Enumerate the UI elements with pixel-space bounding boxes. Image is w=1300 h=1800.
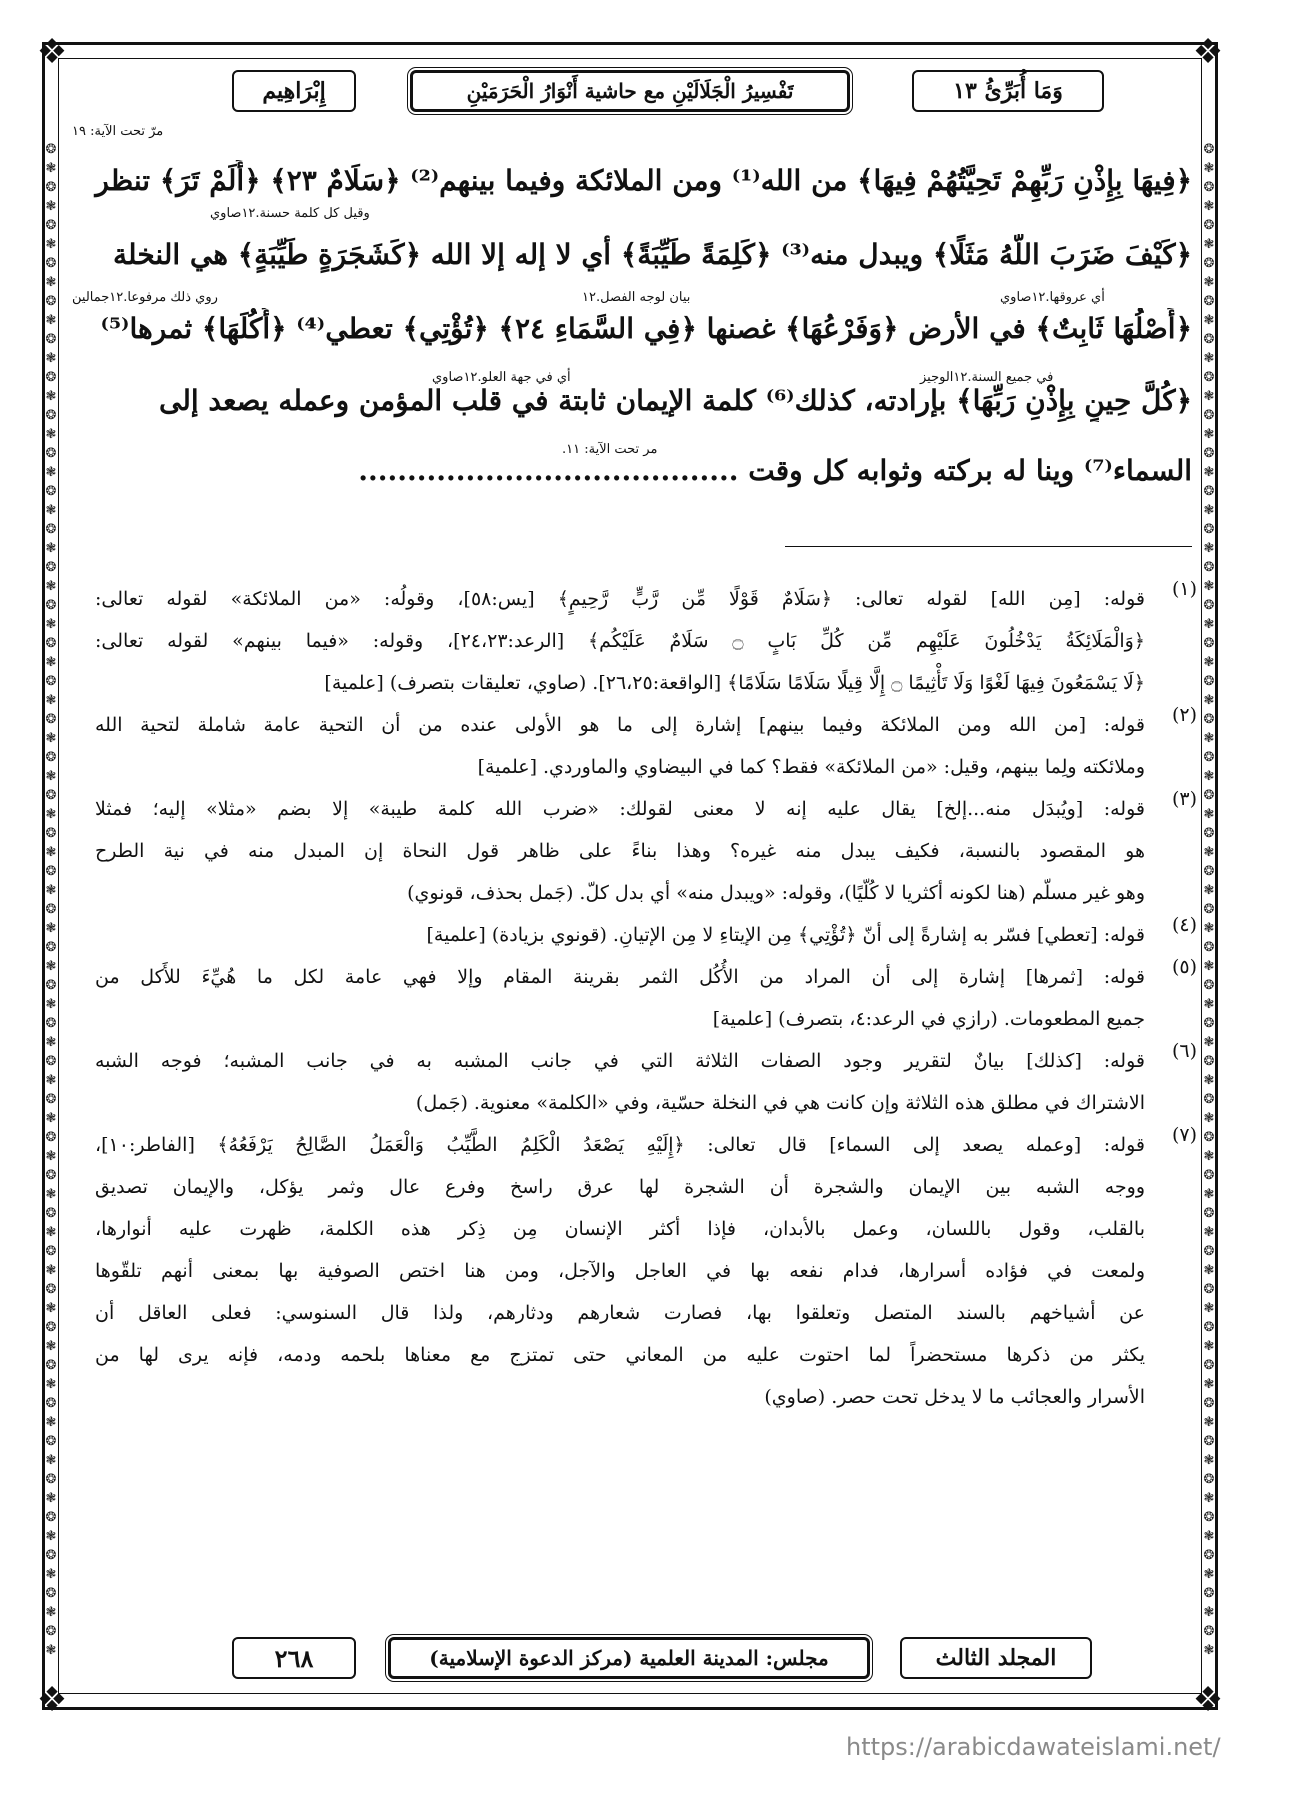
footnote-line: قوله: [وعمله يصعد إلى السماء] قال تعالى: ﴿إِلَيْهِ يَصْعَدُ الْكَلِمُ الطَّيِّبُ وَالْعَمَلُ الصَّالِحُ يَرْفَعُهُ﴾ [الفاطر:١٠]، [95, 1134, 1145, 1156]
footnote-line: الاشتراك في مطلق هذه الثلاثة وإن كانت هي في النخلة حسّية، وفي «الكلمة» معنوية. (جَمل) [415, 1092, 1145, 1114]
corner-ornament-icon: ❖ [36, 32, 68, 72]
margin-note: أي عروقها.١٢صاوي [1000, 290, 1105, 305]
watermark-url[interactable]: https://arabicdawateislami.net/ [846, 1733, 1221, 1761]
footnote-5 [95, 956, 1197, 998]
main-line: ﴿فِيهَا بِإِذْنِ رَبِّهِمْ تَحِيَّتُهُمْ فِيهَا﴾ من الله⁽¹⁾ ومن الملائكة وفيما بينهم⁽²⁾ ﴿سَلَامٌ ٢٣﴾ ﴿أَلَمْ تَرَ﴾ تنظر [95, 164, 1192, 197]
footer-page-number: ٢٦٨ [232, 1637, 356, 1679]
footnote-continuation [95, 662, 1197, 704]
footnote-continuation [95, 1376, 1197, 1418]
footnote-line: قوله: [من الله ومن الملائكة وفيما بينهم] إشارة إلى ما هو الأولى عنده من أن التحية عامة شاملة لتحية الله [95, 714, 1145, 736]
footnote-line: قوله: [ثمرها] إشارة إلى أن المراد من الأُكُل الثمر بقرينة المقام وإلا فهي عامة لكل ما هُيِّءَ للأَكل من [95, 966, 1145, 988]
margin-note: وقيل كل كلمة حسنة.١٢صاوي [210, 206, 370, 221]
margin-note: روي ذلك مرفوعا.١٢جمالين [72, 290, 218, 305]
footnote-continuation [95, 1208, 1197, 1250]
footnote-1 [95, 578, 1197, 620]
margin-note: في جميع السنة.١٢الوجيز [920, 370, 1054, 385]
footnote-6 [95, 1040, 1197, 1082]
header-section-title: وَمَا أُبَرِّئُ ١٣ [912, 70, 1104, 112]
footnote-continuation [95, 620, 1197, 662]
footnote-7 [95, 1124, 1197, 1166]
margin-note: أي في جهة العلو.١٢صاوي [432, 370, 571, 385]
margin-note: مرّ تحت الآية: ١٩ [72, 124, 164, 139]
header-surah-name: إِبْرَاهِيم [232, 70, 356, 112]
footnote-line: ﴿لَا يَسْمَعُونَ فِيهَا لَغْوًا وَلَا تَأْثِيمًا ۝ إِلَّا قِيلًا سَلَامًا سَلَامًا﴾ [الواقعة:٢٦،٢٥]. (صاوي، تعليقات بتصرف) [علمية] [324, 672, 1145, 694]
footnote-number: (٣) [1171, 788, 1197, 810]
footnote-line: هو المقصود بالنسبة، فكيف يبدل منه غيره؟ وهذا بناءً على ظاهر قول النحاة إن المبدل منه في نية الطرح [95, 840, 1145, 862]
footnotes-section [95, 578, 1197, 1418]
footnote-continuation [95, 830, 1197, 872]
footnote-line: بالقلب، وقول باللسان، وعمل بالأبدان، فإذا أكثر الإنسان مِن ذِكر هذه الكلمة، ظهرت عليه أنوارها، [95, 1218, 1145, 1240]
footnote-continuation [95, 746, 1197, 788]
corner-ornament-icon: ❖ [36, 1680, 68, 1720]
footnote-number: (٢) [1171, 704, 1197, 726]
footnote-continuation [95, 1292, 1197, 1334]
footnote-line: قوله: [ويُبدَل منه...إلخ] يقال عليه إنه لا معنى لقولك: «ضرب الله كلمة طيبة» إلا بضم «مثلا» إليه؛ فمثلا [95, 798, 1145, 820]
main-line: ﴿كُلَّ حِينٍ بِإِذْنِ رَبِّهَا﴾ بإرادته، كذلك⁽⁶⁾ كلمة الإيمان ثابتة في قلب المؤمن وعمله يصعد إلى [158, 384, 1192, 417]
header-book-title: تَفْسِيرُ الْجَلَالَيْنِ مع حاشية أَنْوَارُ الْحَرَمَيْنِ [410, 70, 850, 112]
footnote-line: قوله: [مِن الله] لقوله تعالى: ﴿سَلَامٌ قَوْلًا مِّن رَّبٍّ رَّحِيمٍ﴾ [يس:٥٨]، وقولُه: «من الملائكة» لقوله تعالى: [95, 588, 1145, 610]
footnote-number: (٤) [1171, 914, 1197, 936]
footnote-continuation [95, 872, 1197, 914]
footnote-divider [785, 546, 1192, 547]
margin-note: بيان لوجه الفصل.١٢ [582, 290, 691, 305]
margin-note: مر تحت الآية: ١١. [562, 442, 658, 457]
footnote-line: جميع المطعومات. (رازي في الرعد:٤، بتصرف) [علمية] [712, 1008, 1145, 1030]
side-ornament-icon: ❂ ❃ ❂ ❃ ❂ ❃ ❂ ❃ ❂ ❃ ❂ ❃ ❂ ❃ ❂ ❃ ❂ ❃ ❂ ❃ ❂ ❃ ❂ ❃ ❂ ❃ ❂ ❃ ❂ ❃ ❂ ❃ ❂ ❃ ❂ ❃ ❂ ❃ ❂ ❃ ❂ ❃ ❂ ❃ ❂ ❃ ❂ ❃ ❂ ❃ ❂ ❃ ❂ ❃ ❂ ❃ ❂ ❃ ❂ ❃ ❂ ❃ ❂ ❃ ❂ ❃ ❂ ❃ ❂ ❃ ❂ ❃ ❂ ❃ ❂ ❃ ❂ ❃ ❂ ❃ [1203, 142, 1215, 1658]
footnote-continuation [95, 1250, 1197, 1292]
footer-publisher: مجلس: المدينة العلمية (مركز الدعوة الإسلامية) [388, 1637, 870, 1679]
footnote-line: قوله: [كذلك] بيانٌ لتقرير وجود الصفات الثلاثة التي في جانب المشبه به في جانب المشبه؛ فوجه الشبه [95, 1050, 1145, 1072]
footnote-3 [95, 788, 1197, 830]
main-line: ﴿كَيْفَ ضَرَبَ اللَّهُ مَثَلًا﴾ ويبدل منه⁽³⁾ ﴿كَلِمَةً طَيِّبَةً﴾ أي لا إله إلا الله ﴿كَشَجَرَةٍ طَيِّبَةٍ﴾ هي النخلة [113, 238, 1192, 271]
footnote-continuation [95, 998, 1197, 1040]
footnote-4 [95, 914, 1197, 956]
footnote-line: عن أشياخهم بالسند المتصل وتعلقوا بها، فصارت شعارهم ودثارهم، ولذا قال السنوسي: فعلى العاقل أن [95, 1302, 1145, 1324]
footnote-continuation [95, 1334, 1197, 1376]
footnote-line: وهو غير مسلّم (هنا لكونه أكثريا لا كُلّيًا)، وقوله: «ويبدل منه» أي بدل كلّ. (جَمل بحذف، قونوي) [407, 882, 1145, 904]
footnote-continuation [95, 1166, 1197, 1208]
main-line: السماء⁽⁷⁾ وينا له بركته وثوابه كل وقت ....................................... [358, 454, 1192, 487]
side-ornament-icon: ❂ ❃ ❂ ❃ ❂ ❃ ❂ ❃ ❂ ❃ ❂ ❃ ❂ ❃ ❂ ❃ ❂ ❃ ❂ ❃ ❂ ❃ ❂ ❃ ❂ ❃ ❂ ❃ ❂ ❃ ❂ ❃ ❂ ❃ ❂ ❃ ❂ ❃ ❂ ❃ ❂ ❃ ❂ ❃ ❂ ❃ ❂ ❃ ❂ ❃ ❂ ❃ ❂ ❃ ❂ ❃ ❂ ❃ ❂ ❃ ❂ ❃ ❂ ❃ ❂ ❃ ❂ ❃ ❂ ❃ ❂ ❃ ❂ ❃ ❂ ❃ ❂ ❃ ❂ ❃ [45, 142, 57, 1658]
footnote-number: (٥) [1171, 956, 1197, 978]
corner-ornament-icon: ❖ [1192, 32, 1224, 72]
footnote-line: ووجه الشبه بين الإيمان والشجرة أن الشجرة لها عرق راسخ وفرع عال وثمر يؤكل، والإيمان تصديق [95, 1176, 1145, 1198]
footnote-number: (١) [1171, 578, 1197, 600]
footnote-line: قوله: [تعطي] فسّر به إشارةً إلى أنّ ﴿تُؤْتِي﴾ مِن الإيتاءِ لا مِن الإتيانِ. (قونوي بزيادة) [علمية] [426, 924, 1145, 946]
footnote-line: ولمعت في فؤاده أسرارها، فدام نفعه بها في العاجل والآجل، ومن هنا اختص الصوفية بها بمعنى أنهم تلقّوها [95, 1260, 1145, 1282]
footnote-2 [95, 704, 1197, 746]
footnote-line: ﴿وَالْمَلَائِكَةُ يَدْخُلُونَ عَلَيْهِم مِّن كُلِّ بَابٍ ۝ سَلَامٌ عَلَيْكُم﴾ [الرعد:٢٤،٢٣]، وقوله: «فيما بينهم» لقوله تعالى: [95, 630, 1145, 652]
main-line: ﴿أَصْلُهَا ثَابِتٌ﴾ في الأرض ﴿وَفَرْعُهَا﴾ غصنها ﴿فِي السَّمَاءِ ٢٤﴾ ﴿تُؤْتِي﴾ تعطي⁽⁴⁾ ﴿أُكُلَهَا﴾ ثمرها⁽⁵⁾ [100, 312, 1192, 345]
footer-volume: المجلد الثالث [900, 1637, 1092, 1679]
footnote-line: يكثر من ذكرها مستحضراً لما احتوت عليه من المعاني حتى تمتزج مع معناها بلحمه ودمه، فإنه يرى لها من [95, 1344, 1145, 1366]
corner-ornament-icon: ❖ [1192, 1680, 1224, 1720]
footnote-number: (٦) [1171, 1040, 1197, 1062]
footnote-line: وملائكته ولِما بينهم، وقيل: «من الملائكة» فقط؟ كما في البيضاوي والماوردي. [علمية] [477, 756, 1145, 778]
footnote-number: (٧) [1171, 1124, 1197, 1146]
footnote-continuation [95, 1082, 1197, 1124]
footnote-line: الأسرار والعجائب ما لا يدخل تحت حصر. (صاوي) [764, 1386, 1145, 1408]
